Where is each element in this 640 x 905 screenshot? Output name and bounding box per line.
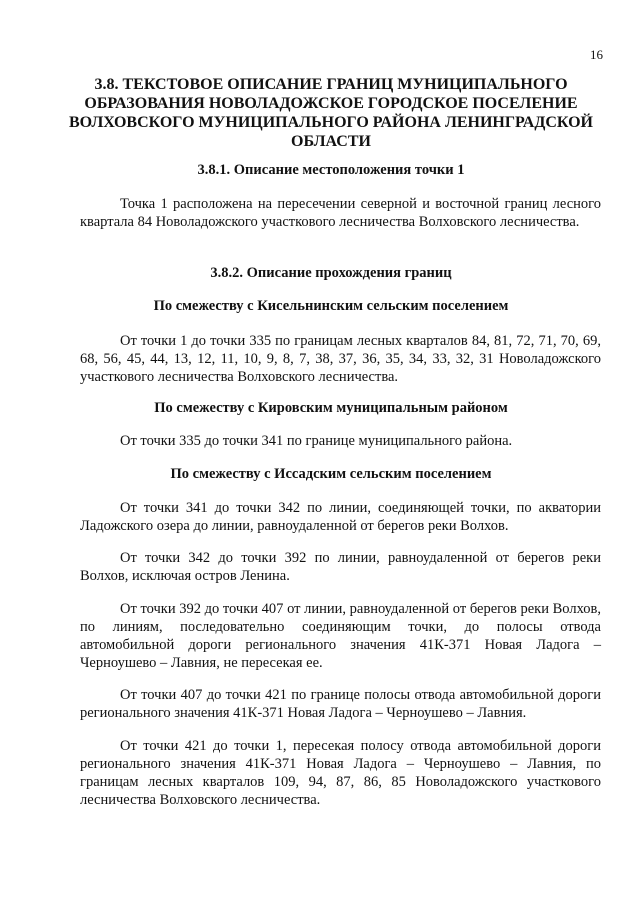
paragraph-issadskoe-2: От точки 342 до точки 392 по линии, равноудаленной от берегов реки Волхов, исключая остров Ленина. bbox=[80, 550, 601, 584]
subheading-kiselninskoe: По смежеству с Кисельнинским сельским поселением bbox=[153, 298, 509, 314]
paragraph-kiselninskoe: От точки 1 до точки 335 по границам лесных кварталов 84, 81, 72, 71, 70, 69, 68, 56, 45, 44, 13, 12, 11, 10, 9, 8, 7, 38, 37, 36, 35, 34, 33, 32, 31 Новоладожского участкового лесничества Волховского лесничества. bbox=[80, 333, 601, 385]
subheading-kirovsky: По смежеству с Кировским муниципальным районом bbox=[154, 400, 508, 416]
document-title: 3.8. ТЕКСТОВОЕ ОПИСАНИЕ ГРАНИЦ МУНИЦИПАЛЬНОГО ОБРАЗОВАНИЯ НОВОЛАДОЖСКОЕ ГОРОДСКОЕ ПОСЕЛЕНИЕ ВОЛХОВСКОГО МУНИЦИПАЛЬНОГО РАЙОНА ЛЕНИНГРАДСКОЙ ОБЛАСТИ bbox=[69, 76, 593, 150]
section-heading-point-location: 3.8.1. Описание местоположения точки 1 bbox=[197, 162, 465, 178]
subheading-issadskoe: По смежеству с Иссадским сельским поселением bbox=[170, 466, 492, 482]
paragraph-issadskoe-1: От точки 341 до точки 342 по линии, соединяющей точки, по акватории Ладожского озера до линии, равноудаленной от берегов реки Волхов. bbox=[80, 500, 601, 534]
page-number: 16 bbox=[590, 47, 603, 62]
point-1-description: Точка 1 расположена на пересечении северной и восточной границ лесного квартала 84 Новоладожского участкового лесничества Волховского лесничества. bbox=[80, 196, 601, 230]
section-heading-boundary-description: 3.8.2. Описание прохождения границ bbox=[210, 265, 452, 281]
paragraph-issadskoe-4: От точки 407 до точки 421 по границе полосы отвода автомобильной дороги регионального значения 41К-371 Новая Ладога – Черноушево – Лавния. bbox=[80, 687, 601, 721]
paragraph-issadskoe-5: От точки 421 до точки 1, пересекая полосу отвода автомобильной дороги регионального значения 41К-371 Новая Ладога – Черноушево – Лавния, по границам лесных кварталов 109, 94, 87, 86, 85 Новоладожского участкового лесничества Волховского лесничества. bbox=[80, 738, 601, 808]
paragraph-issadskoe-3: От точки 392 до точки 407 от линии, равноудаленной от берегов реки Волхов, по линиям, последовательно соединяющим точки, до полосы отвода автомобильной дороги регионального значения 41К-371 Новая Ладога – Черноушево – Лавния, не пересекая ее. bbox=[80, 601, 601, 671]
paragraph-kirovsky: От точки 335 до точки 341 по границе муниципального района. bbox=[120, 433, 513, 449]
